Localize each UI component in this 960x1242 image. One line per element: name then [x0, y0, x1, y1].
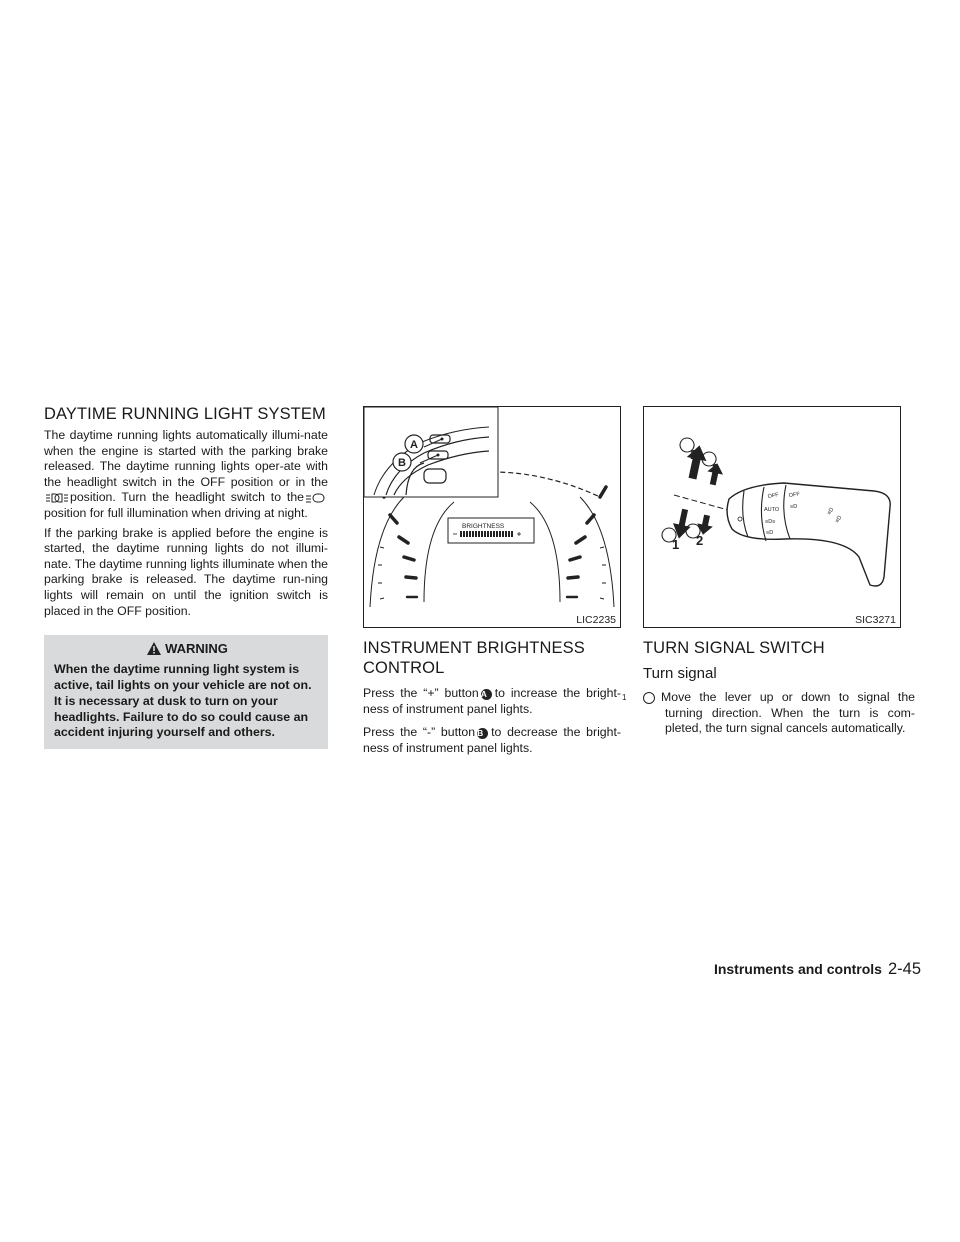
daytime-title: DAYTIME RUNNING LIGHT SYSTEM: [44, 405, 326, 423]
brightness-title: INSTRUMENT BRIGHTNESS CONTROL: [363, 639, 585, 677]
page-number: 2-45: [887, 960, 921, 978]
svg-text:≡D: ≡D: [826, 506, 836, 516]
brightness-paragraph-1: Press the “+” button A to increase the bright-ness of instrument panel lights.: [363, 686, 621, 716]
figure-code: LIC2235: [576, 614, 616, 626]
turn-signal-figure: [643, 406, 901, 628]
warning-header: [54, 641, 320, 656]
figure-label-a: A: [410, 439, 418, 451]
turn-signal-lever-illustration: [644, 407, 900, 627]
warning-triangle-icon: [146, 641, 162, 656]
figure-num-1-bottom: 1: [672, 537, 680, 552]
marker-b: B: [477, 728, 488, 739]
svg-text:AUTO: AUTO: [764, 507, 780, 513]
daytime-running-light-section: [44, 404, 328, 749]
svg-text:OFF: OFF: [788, 491, 801, 499]
turn-signal-item-1: 1 Move the lever up or down to signal the turning direction. When the turn is com-pleted, the turn signal cancels automatically.: [622, 690, 915, 736]
instrument-cluster-illustration: [364, 407, 620, 627]
turn-signal-section: [622, 406, 915, 737]
daytime-paragraph-1: The daytime running lights automatically illumi-nate when the engine is started with the parking brake released. The daytime running lights oper-ate with the headlight switch in the OFF position or in theposition. Turn the headlight switch to theposition for full illumination when driving at night.: [44, 428, 328, 520]
item-number: 1: [643, 692, 655, 704]
warning-text: When the daytime running light system is active, tail lights on your vehicle are not on. It is necessary at dusk to turn on your headlights. Failure to do so could cause an accident injuring yourself and others.: [54, 662, 312, 740]
brightness-paragraph-2: Press the “-” button B to decrease the bright-ness of instrument panel lights.: [363, 725, 621, 755]
svg-text:≡D: ≡D: [834, 514, 844, 524]
turn-signal-title: TURN SIGNAL SWITCH: [643, 639, 825, 657]
marker-a: A: [481, 689, 492, 700]
figure-num-1-top: 1: [690, 447, 698, 462]
parking-light-icon: [46, 493, 68, 503]
warning-box: [44, 635, 328, 749]
daytime-paragraph-2: If the parking brake is applied before the engine is started, the daytime running lights do not illumi-nate. The daytime running lights illuminate when the parking brake is released. The daytime run-ning lights will remain on until the ignition switch is placed in the OFF position.: [44, 525, 328, 618]
svg-text:≡D: ≡D: [790, 504, 798, 510]
turn-signal-subtitle: Turn signal: [643, 665, 717, 682]
figure-num-2-top: 2: [712, 461, 720, 476]
svg-text:≡D≡: ≡D≡: [765, 519, 776, 525]
warning-label: WARNING: [165, 641, 228, 657]
figure-label-b: B: [398, 457, 406, 469]
figure-code: SIC3271: [855, 614, 896, 626]
svg-text:OFF: OFF: [767, 492, 780, 500]
footer-section: Instruments and controls: [713, 961, 882, 977]
display-brightness-label: BRIGHTNESS: [462, 523, 505, 530]
page-footer: [705, 960, 921, 979]
headlight-icon: [306, 493, 326, 503]
instrument-brightness-figure: [363, 406, 621, 628]
instrument-brightness-section: [363, 406, 621, 756]
figure-num-2-bottom: 2: [696, 533, 704, 548]
svg-text:≡D: ≡D: [766, 530, 774, 536]
